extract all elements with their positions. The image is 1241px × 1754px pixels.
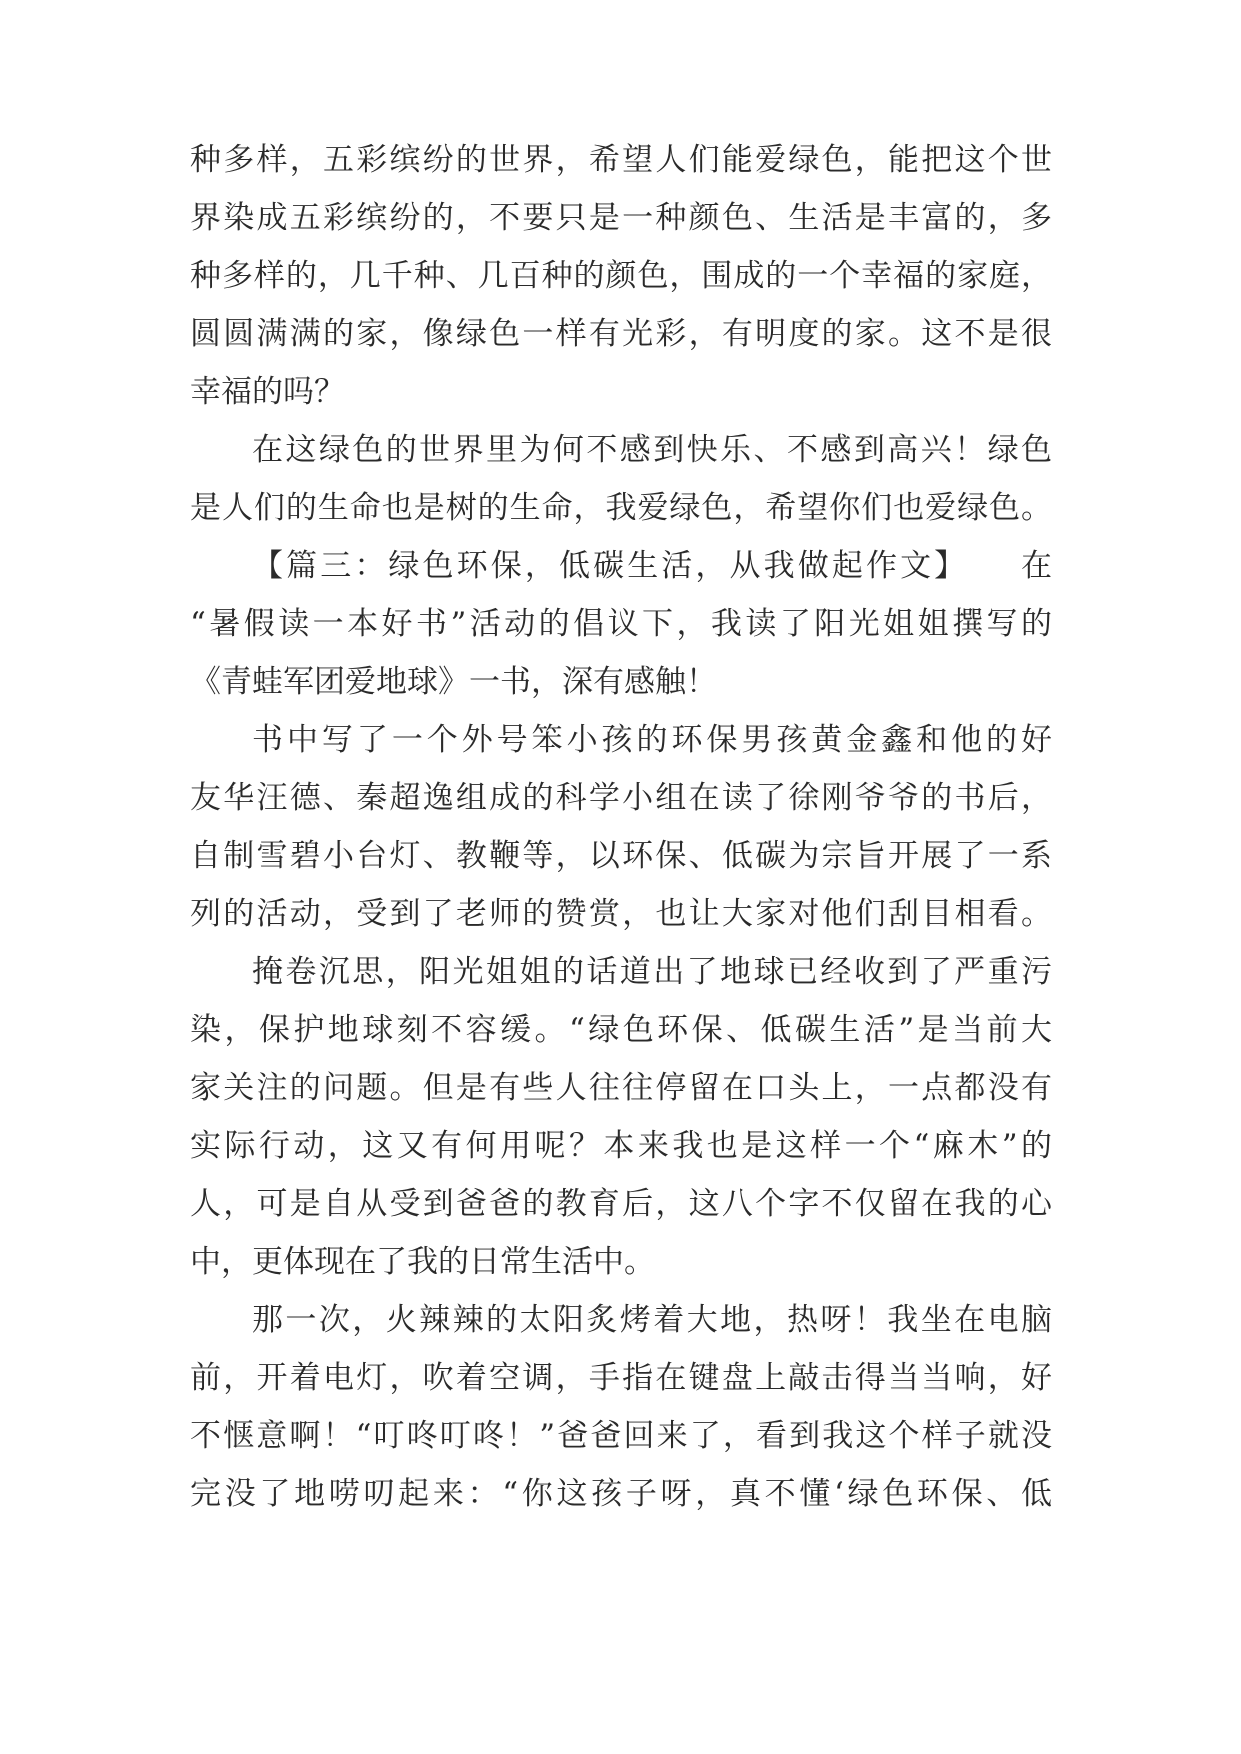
text-line: 不惬意啊！“叮咚叮咚！”爸爸回来了，看到我这个样子就没: [190, 1418, 1052, 1454]
text-line: 染，保护地球刻不容缓。“绿色环保、低碳生活”是当前大: [190, 1012, 1052, 1048]
text-line: 中，更体现在了我的日常生活中。: [190, 1244, 655, 1280]
text-line: 《青蛙军团爱地球》一书，深有感触！: [190, 664, 717, 700]
paragraph-first-line: 那一次，火辣辣的太阳炙烤着大地，热呀！我坐在电脑: [252, 1302, 1052, 1338]
text-line: “暑假读一本好书”活动的倡议下，我读了阳光姐姐撰写的: [190, 606, 1052, 642]
text-line: 友华汪德、秦超逸组成的科学小组在读了徐刚爷爷的书后，: [190, 780, 1052, 816]
paragraph-first-line: 在这绿色的世界里为何不感到快乐、不感到高兴！绿色: [252, 432, 1052, 468]
text-line: 自制雪碧小台灯、教鞭等，以环保、低碳为宗旨开展了一系: [190, 838, 1052, 874]
text-line: 是人们的生命也是树的生命，我爱绿色，希望你们也爱绿色。: [190, 490, 1052, 526]
text-line: 界染成五彩缤纷的，不要只是一种颜色、生活是丰富的，多: [190, 200, 1052, 236]
text-line: 列的活动，受到了老师的赞赏，也让大家对他们刮目相看。: [190, 896, 1052, 932]
text-line: 实际行动，这又有何用呢？本来我也是这样一个“麻木”的: [190, 1128, 1052, 1164]
text-line: 人，可是自从受到爸爸的教育后，这八个字不仅留在我的心: [190, 1186, 1052, 1222]
text-line: 幸福的吗？: [190, 374, 345, 410]
text-line: 种多样的，几千种、几百种的颜色，围成的一个幸福的家庭，: [190, 258, 1052, 294]
text-line: 完没了地唠叨起来：“你这孩子呀，真不懂‘绿色环保、低: [190, 1476, 1052, 1512]
text-line: 家关注的问题。但是有些人往往停留在口头上，一点都没有: [190, 1070, 1052, 1106]
text-line: 圆圆满满的家，像绿色一样有光彩，有明度的家。这不是很: [190, 316, 1052, 352]
paragraph-first-line: 书中写了一个外号笨小孩的环保男孩黄金鑫和他的好: [252, 722, 1052, 758]
text-line: 种多样，五彩缤纷的世界，希望人们能爱绿色，能把这个世: [190, 142, 1052, 178]
text-line: 前，开着电灯，吹着空调，手指在键盘上敲击得当当响，好: [190, 1360, 1052, 1396]
section-heading: 【篇三：绿色环保，低碳生活，从我做起作文】 在: [252, 548, 1052, 584]
paragraph-first-line: 掩卷沉思，阳光姐姐的话道出了地球已经收到了严重污: [252, 954, 1052, 990]
